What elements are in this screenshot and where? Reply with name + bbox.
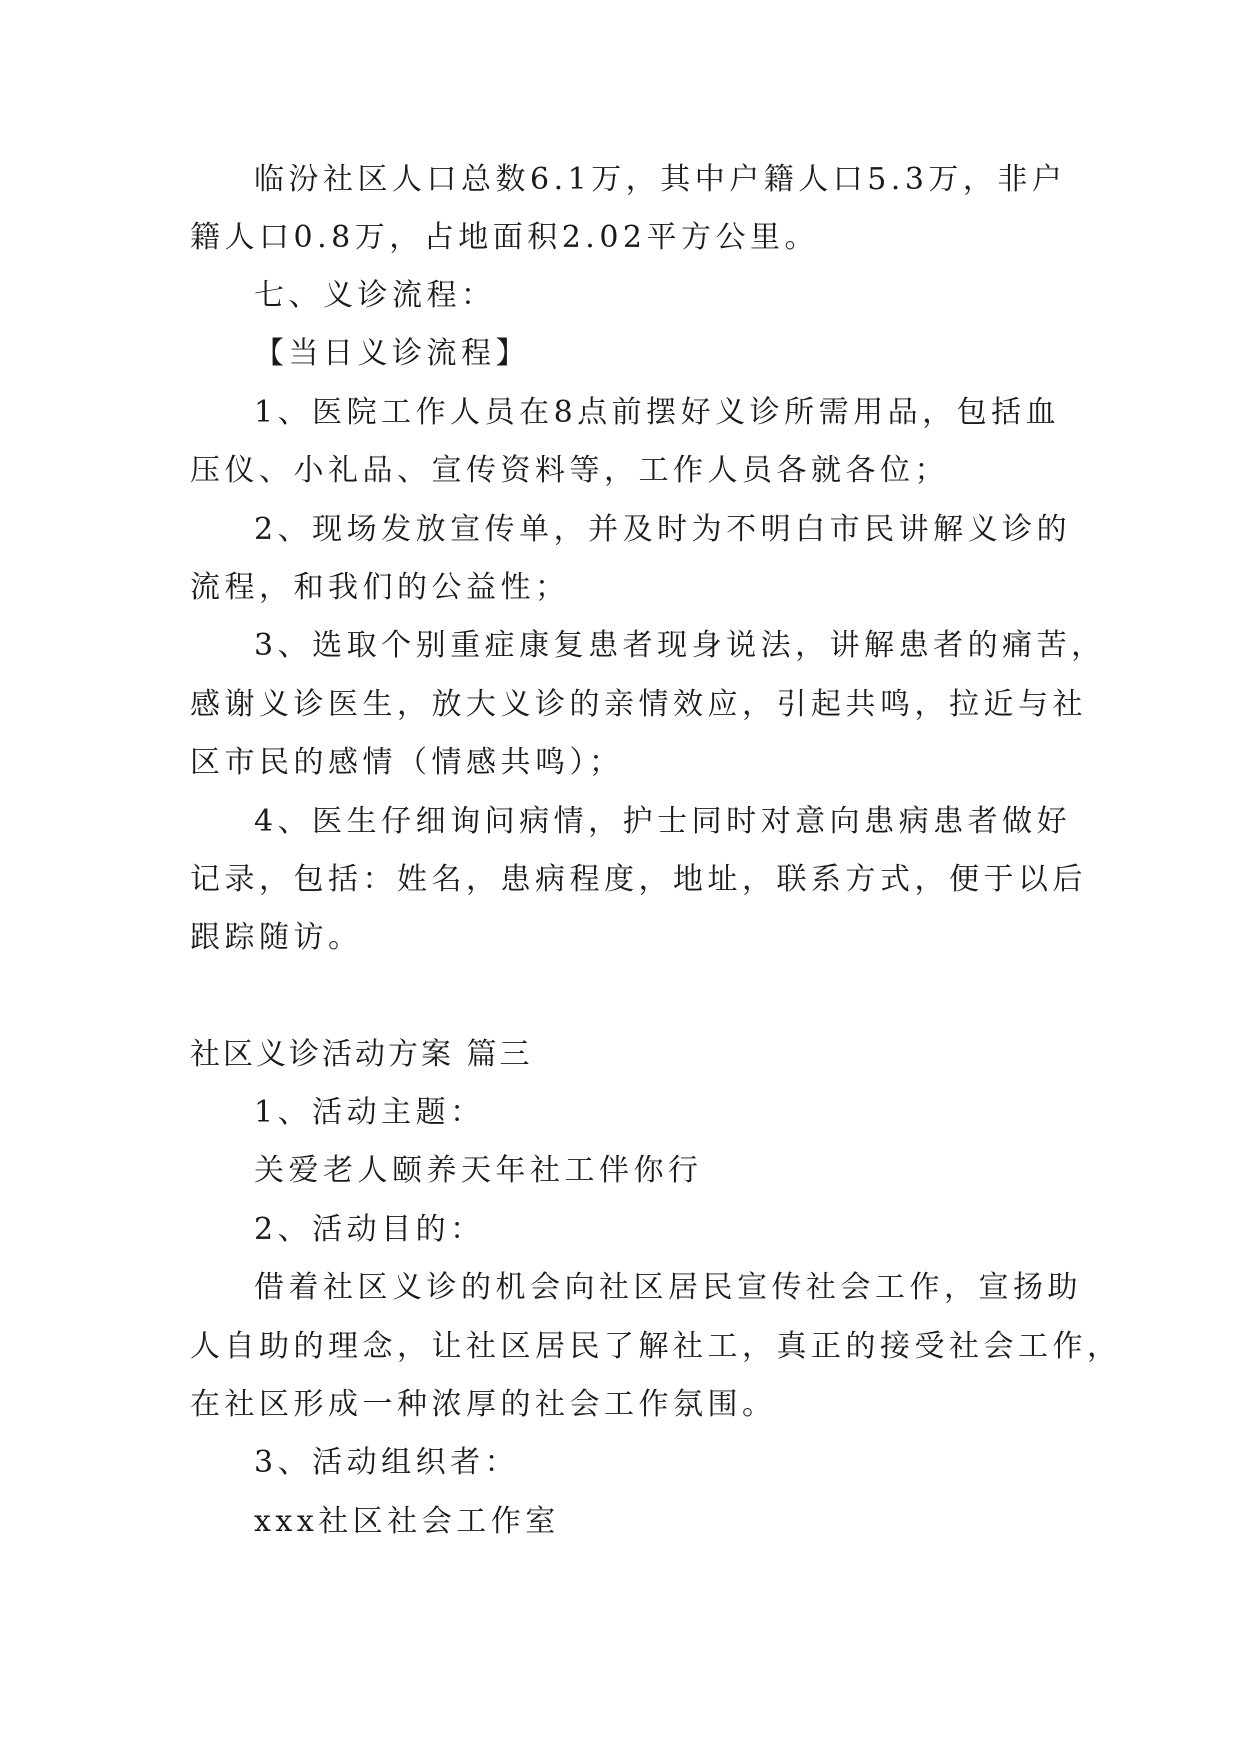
paragraph-line: 压仪、小礼品、宣传资料等，工作人员各就各位； — [190, 453, 949, 488]
paragraph-line: 1、医院工作人员在8点前摆好义诊所需用品，包括血 — [254, 395, 1061, 430]
paragraph-line: 在社区形成一种浓厚的社会工作氛围。 — [190, 1387, 777, 1422]
paragraph-line: 感谢义诊医生，放大义诊的亲情效应，引起共鸣，拉近与社 — [190, 687, 1087, 722]
paragraph-line: 4、医生仔细询问病情，护士同时对意向患病患者做好 — [254, 804, 1072, 839]
paragraph-line: 借着社区义诊的机会向社区居民宣传社会工作，宣扬助 — [254, 1270, 1082, 1305]
paragraph-line: 跟踪随访。 — [190, 920, 363, 955]
paragraph-line: 区市民的感情（情感共鸣）； — [190, 745, 624, 780]
subsection-heading: 【当日义诊流程】 — [254, 336, 530, 371]
paragraph-line: 人自助的理念，让社区居民了解社工，真正的接受社会工作， — [190, 1329, 1122, 1364]
paragraph-line: 流程，和我们的公益性； — [190, 570, 570, 605]
part-title: 社区义诊活动方案 篇三 — [190, 1037, 533, 1072]
paragraph-line: 关爱老人颐养天年社工伴你行 — [254, 1153, 703, 1188]
item-heading: 3、活动组织者： — [254, 1445, 520, 1480]
paragraph-line: 3、选取个别重症康复患者现身说法，讲解患者的痛苦， — [254, 628, 1106, 663]
paragraph-line: 籍人口0.8万，占地面积2.02平方公里。 — [190, 220, 820, 255]
paragraph-line: 临汾社区人口总数6.1万，其中户籍人口5.3万，非户 — [254, 162, 1067, 197]
paragraph-line: 2、现场发放宣传单，并及时为不明白市民讲解义诊的 — [254, 512, 1072, 547]
paragraph-line: xxx社区社会工作室 — [254, 1504, 560, 1539]
paragraph-line: 记录，包括：姓名，患病程度，地址，联系方式，便于以后 — [190, 862, 1087, 897]
item-heading: 1、活动主题： — [254, 1095, 485, 1130]
item-heading: 2、活动目的： — [254, 1212, 485, 1247]
section-heading: 七、义诊流程： — [254, 278, 496, 313]
